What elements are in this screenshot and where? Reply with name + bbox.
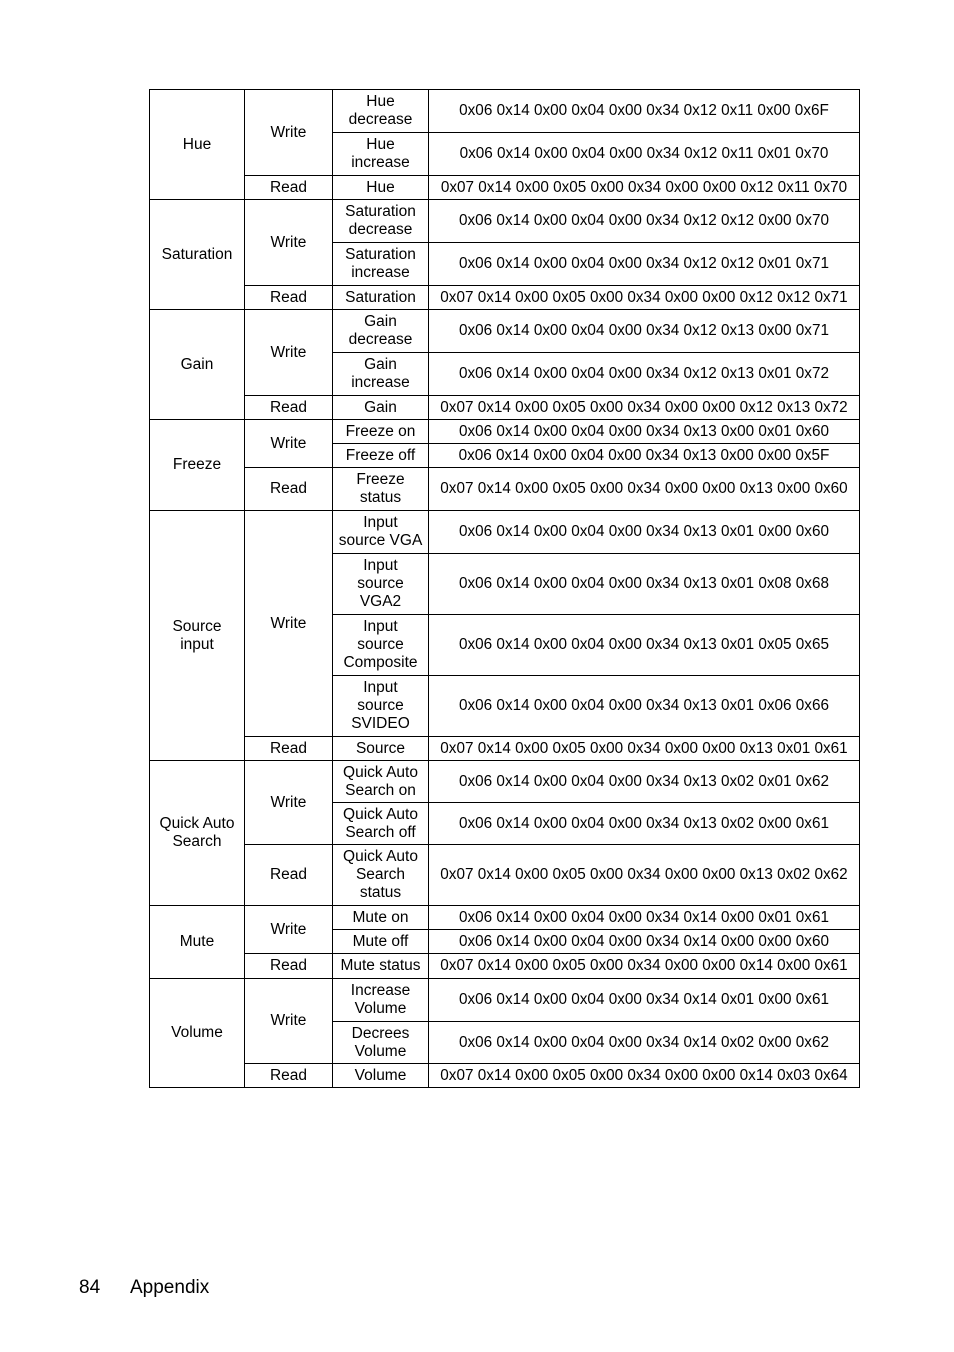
type-cell: Read [245,286,333,310]
type-cell: Read [245,396,333,420]
operation-cell: Freeze status [333,468,429,511]
command-code-cell: 0x07 0x14 0x00 0x05 0x00 0x34 0x00 0x00 0x13 0x01 0x61 [429,737,860,761]
table-row [150,420,860,444]
operation-cell: Input source VGA [333,511,429,554]
type-cell: Read [245,176,333,200]
operation-cell: Quick Auto Search status [333,845,429,906]
command-code-cell: 0x06 0x14 0x00 0x04 0x00 0x34 0x13 0x01 0x06 0x66 [429,676,860,737]
operation-cell: Gain decrease [333,310,429,353]
operation-cell: Mute off [333,930,429,954]
page-footer [79,1277,209,1299]
operation-cell: Source [333,737,429,761]
command-code-cell: 0x06 0x14 0x00 0x04 0x00 0x34 0x13 0x01 0x05 0x65 [429,615,860,676]
command-code-cell: 0x07 0x14 0x00 0x05 0x00 0x34 0x00 0x00 0x12 0x11 0x70 [429,176,860,200]
operation-cell: Volume [333,1064,429,1088]
command-code-cell: 0x06 0x14 0x00 0x04 0x00 0x34 0x13 0x01 0x00 0x60 [429,511,860,554]
command-code-cell: 0x06 0x14 0x00 0x04 0x00 0x34 0x14 0x01 0x00 0x61 [429,979,860,1022]
operation-cell: Hue increase [333,133,429,176]
command-code-cell: 0x06 0x14 0x00 0x04 0x00 0x34 0x12 0x13 0x00 0x71 [429,310,860,353]
table-row [150,286,860,310]
command-code-cell: 0x07 0x14 0x00 0x05 0x00 0x34 0x00 0x00 0x12 0x13 0x72 [429,396,860,420]
table-row [150,954,860,979]
type-cell: Read [245,1064,333,1088]
operation-cell: Increase Volume [333,979,429,1022]
table-row [150,200,860,243]
operation-cell: Saturation decrease [333,200,429,243]
command-code-cell: 0x06 0x14 0x00 0x04 0x00 0x34 0x12 0x12 0x00 0x70 [429,200,860,243]
type-cell: Read [245,845,333,906]
type-cell: Read [245,954,333,979]
operation-cell: Gain [333,396,429,420]
type-cell: Write [245,200,333,286]
command-code-cell: 0x07 0x14 0x00 0x05 0x00 0x34 0x00 0x00 0x14 0x00 0x61 [429,954,860,979]
table-row [150,511,860,554]
table-row [150,979,860,1022]
command-code-cell: 0x06 0x14 0x00 0x04 0x00 0x34 0x13 0x00 0x00 0x5F [429,444,860,468]
table-row [150,90,860,133]
command-table [149,89,860,1088]
function-cell: Quick Auto Search [150,761,245,906]
type-cell: Read [245,737,333,761]
operation-cell: Freeze on [333,420,429,444]
function-cell: Mute [150,906,245,979]
operation-cell: Gain increase [333,353,429,396]
operation-cell: Input source Composite [333,615,429,676]
table-row [150,396,860,420]
command-code-cell: 0x06 0x14 0x00 0x04 0x00 0x34 0x12 0x13 0x01 0x72 [429,353,860,396]
command-code-cell: 0x06 0x14 0x00 0x04 0x00 0x34 0x12 0x11 0x00 0x6F [429,90,860,133]
function-cell: Source input [150,511,245,761]
command-code-cell: 0x06 0x14 0x00 0x04 0x00 0x34 0x13 0x01 0x08 0x68 [429,554,860,615]
type-cell: Write [245,906,333,954]
command-code-cell: 0x07 0x14 0x00 0x05 0x00 0x34 0x00 0x00 0x13 0x00 0x60 [429,468,860,511]
type-cell: Write [245,90,333,176]
function-cell: Hue [150,90,245,200]
operation-cell: Mute status [333,954,429,979]
table-row [150,468,860,511]
function-cell: Saturation [150,200,245,310]
table-row [150,1064,860,1088]
command-code-cell: 0x07 0x14 0x00 0x05 0x00 0x34 0x00 0x00 0x12 0x12 0x71 [429,286,860,310]
function-cell: Gain [150,310,245,420]
operation-cell: Saturation [333,286,429,310]
type-cell: Write [245,979,333,1064]
operation-cell: Freeze off [333,444,429,468]
command-table-body [150,90,860,1088]
command-code-cell: 0x06 0x14 0x00 0x04 0x00 0x34 0x13 0x00 0x01 0x60 [429,420,860,444]
command-code-cell: 0x06 0x14 0x00 0x04 0x00 0x34 0x13 0x02 0x00 0x61 [429,803,860,845]
operation-cell: Quick Auto Search off [333,803,429,845]
command-code-cell: 0x06 0x14 0x00 0x04 0x00 0x34 0x12 0x11 0x01 0x70 [429,133,860,176]
command-code-cell: 0x07 0x14 0x00 0x05 0x00 0x34 0x00 0x00 0x13 0x02 0x62 [429,845,860,906]
operation-cell: Hue decrease [333,90,429,133]
type-cell: Write [245,420,333,468]
table-row [150,845,860,906]
table-row [150,737,860,761]
operation-cell: Hue [333,176,429,200]
type-cell: Write [245,511,333,737]
section-title: Appendix [130,1277,210,1298]
command-code-cell: 0x07 0x14 0x00 0x05 0x00 0x34 0x00 0x00 0x14 0x03 0x64 [429,1064,860,1088]
function-cell: Freeze [150,420,245,511]
operation-cell: Mute on [333,906,429,930]
table-row [150,310,860,353]
command-code-cell: 0x06 0x14 0x00 0x04 0x00 0x34 0x14 0x00 0x01 0x61 [429,906,860,930]
type-cell: Read [245,468,333,511]
type-cell: Write [245,761,333,845]
operation-cell: Input source SVIDEO [333,676,429,737]
function-cell: Volume [150,979,245,1088]
page-number: 84 [79,1277,101,1298]
command-code-cell: 0x06 0x14 0x00 0x04 0x00 0x34 0x12 0x12 0x01 0x71 [429,243,860,286]
table-row [150,176,860,200]
operation-cell: Quick Auto Search on [333,761,429,803]
command-code-cell: 0x06 0x14 0x00 0x04 0x00 0x34 0x14 0x00 0x00 0x60 [429,930,860,954]
table-row [150,761,860,803]
command-code-cell: 0x06 0x14 0x00 0x04 0x00 0x34 0x13 0x02 0x01 0x62 [429,761,860,803]
operation-cell: Saturation increase [333,243,429,286]
type-cell: Write [245,310,333,396]
operation-cell: Decrees Volume [333,1022,429,1064]
command-code-cell: 0x06 0x14 0x00 0x04 0x00 0x34 0x14 0x02 0x00 0x62 [429,1022,860,1064]
operation-cell: Input source VGA2 [333,554,429,615]
table-row [150,906,860,930]
